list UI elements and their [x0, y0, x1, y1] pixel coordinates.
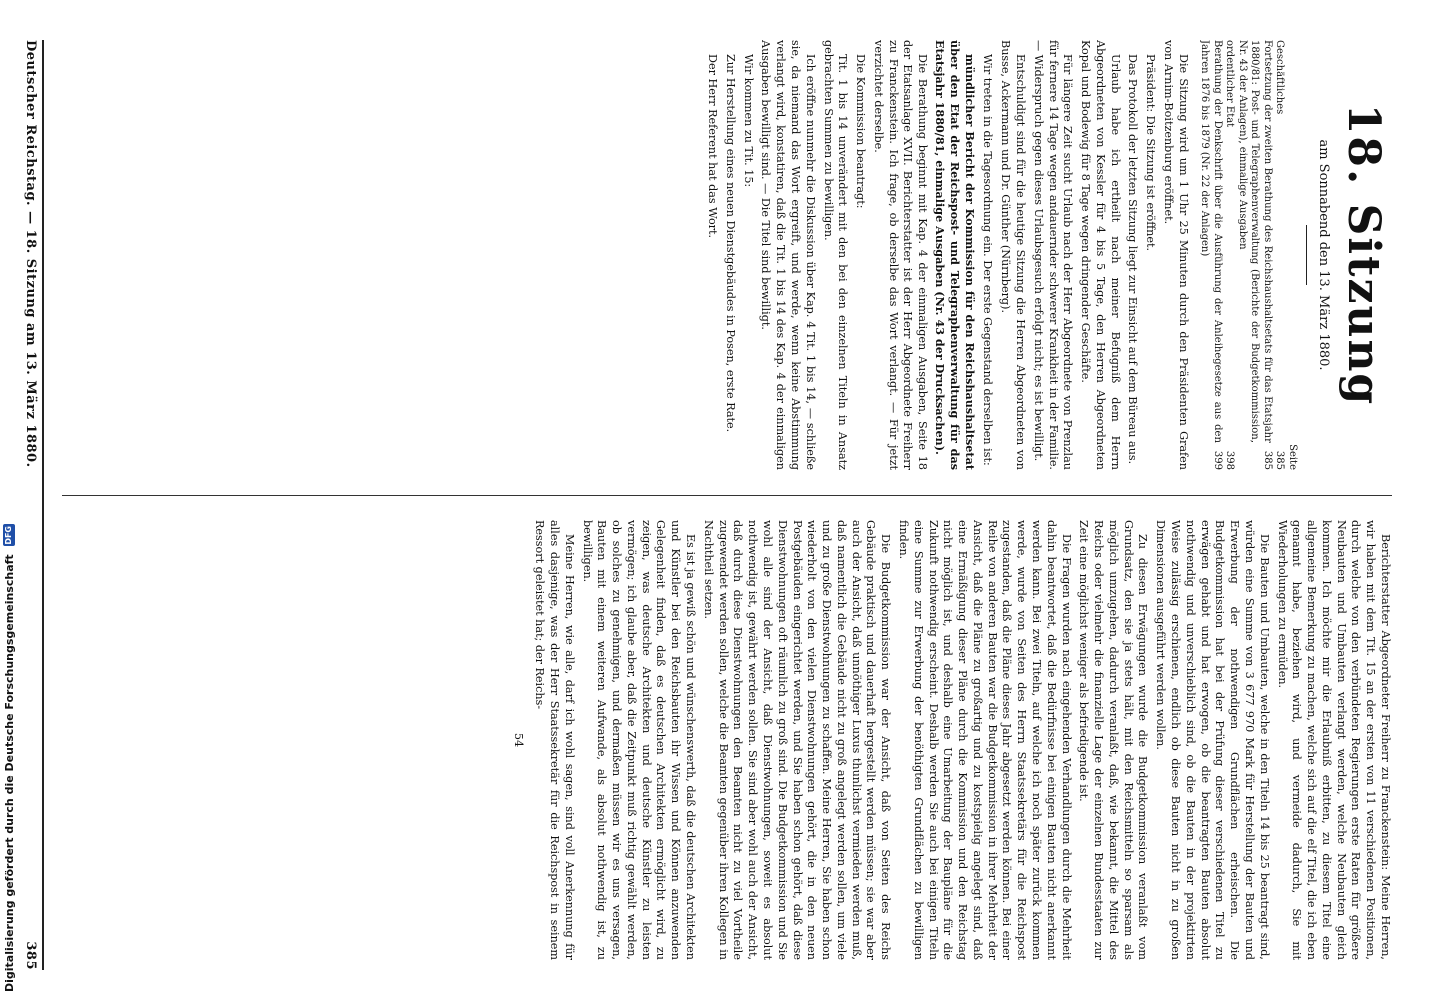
paragraph: Wir treten in die Tagesordnung ein. Der erste Gegenstand derselben ist:	[981, 54, 995, 466]
paragraph: Der Herr Referent hat das Wort.	[706, 54, 720, 239]
paragraph: Ich eröffne nunmehr die Diskussion über Kap. 4 Tit. 1 bis 14, — schließe sie, da niemand das Wort ergreift, und werde, wenn keine Abstimmung verlangt wird, konstatiren, daß die Tit. 1 bis 14 des Kap. 4 der einmaligen Ausgaben bewilligt sind. — Die Titel sind bewilligt.	[759, 40, 817, 470]
toc-entry	[1235, 40, 1273, 470]
paragraph: Die Fragen wurden nach eingehenden Verhandlungen durch die Mehrheit dahin beantwortet, daß die Bedürfnisse bei einigen Bauten nicht anerkannt werden kann. Bei zwei Titeln, auf welche ich noch später zurück kommen werde, wurde von Seiten des Herrn Staatssekretärs für die Reichspost zugestanden, daß die Pläne dieses Jahr abgesetzt werden können. Bei einer Reihe von anderen Bauten war die Budgetkommission in ihrer Mehrheit der Ansicht, daß die Pläne zu großartig und zu kostspielig angelegt sind, daß eine Ermäßigung dieser Pläne durch die Kommission und den Reichstag nicht möglich ist, und deshalb eine Umarbeitung der Baupläne für die Zukunft nothwendig erscheint. Deshalb werden Sie auch bei einigen Titeln eine Summe zur Erwerbung der benöthigten Grundflächen zu bewilligen finden.	[897, 520, 1073, 960]
toc-entry-text: Berathung der Denkschrift über die Ausführung der Anleihegesetze aus den Jahren 1876 bis 1879 (Nr. 22 der Anlagen)	[1199, 40, 1223, 443]
toc-entry-page: 399	[1211, 450, 1223, 470]
paragraph: Die Sitzung wird um 1 Uhr 25 Minuten durch den Präsidenten Grafen von Arnim-Boitzenburg eröffnet.	[1161, 40, 1190, 470]
paragraph: Das Protokoll der letzten Sitzung liegt zur Einsicht auf dem Büreau aus.	[1126, 54, 1140, 465]
toc-entry	[1198, 40, 1223, 470]
header-rule	[42, 40, 44, 970]
paragraph: Präsident: Die Sitzung ist eröffnet.	[1144, 54, 1158, 252]
session-divider	[1306, 225, 1307, 285]
toc-seite-label: Seite	[1286, 444, 1298, 470]
paragraph: Tit. 1 bis 14 unverändert mit den bei den einzelnen Titeln in Ansatz gebrachten Summen zu bewilligen.	[821, 40, 850, 470]
toc-list	[1198, 40, 1298, 470]
digitization-footer	[0, 0, 18, 1000]
paragraph: Zu diesen Erwägungen wurde die Budgetkommission veranlaßt vom Grundsatz, den sie ja stets hält, mit den Reichsmitteln so sparsam als möglich umzugehen, dadurch veranlaßt, daß, wie bekannt, die Mittel des Reichs oder vielmehr die finanzielle Lage der einzelnen Bundesstaaten zur Zeit eine möglichst weniger als befriedigende ist.	[1077, 520, 1150, 960]
toc-entry-text: ordentlicher Etat	[1224, 40, 1236, 128]
paragraph: Die Kommission beantragt:	[854, 54, 868, 209]
right-column	[62, 40, 1392, 470]
paragraph: Urlaub habe ich ertheilt nach meiner Befugniß dem Herrn Abgeordneten von Kessler für 4 bis 5 Tage, den Herren Abgeordneten Kopal und Bodewig für 8 Tage wegen dringender Geschäfte.	[1079, 40, 1122, 470]
toc-entry	[1223, 40, 1236, 470]
dfg-logo: DFG	[4, 526, 13, 545]
paragraph: Zur Herstellung eines neuen Dienstgebäudes in Posen, erste Rate.	[723, 54, 737, 433]
paragraph: mündlicher Bericht der Kommission für den Reichshaushaltsetat über den Etat der Reichspost- und Telegraphenverwaltung für das Etatsjahr 1880/81, einmalige Ausgaben (Nr. 43 der Drucksachen).	[933, 40, 977, 470]
toc-entry	[1273, 40, 1286, 470]
signature-mark: 54	[512, 732, 526, 748]
paragraph: Die Berathung beginnt mit Kap. 4 der einmaligen Ausgaben, Seite 18 der Etatsanlage XVII. Berichterstatter ist der Herr Abgeordnete Freiherr zu Franckenstein. Ich frage, ob derselbe das Wort verlangt. — Für jetzt verzichtet derselbe.	[871, 40, 930, 470]
session-title: 18. Sitzung	[1338, 103, 1389, 407]
paragraph: Für längere Zeit sucht Urlaub nach der Herr Abgeordnete von Prenzlau für fernere 14 Tage wegen andauernder schwerer Krankheit in der Familie. — Widerspruch gegen dieses Urlaubsgesuch erfolgt nicht; es ist bewilligt.	[1031, 40, 1075, 470]
paragraph: Berichterstatter Abgeordneter Freiherr zu Franckenstein: Meine Herren, wir haben mit dem Tit. 15 an der ersten von 11 verschiedenen Positionen, durch welche von den verbündeten Regierungen erste Raten für größere Neubauten und Umbauten verlangt werden, welche Neubauten gleich kommen. Ich möchte mir die Erlaubniß erbitten, zu diesem Titel eine allgemeine Bemerkung zu machen, welche sich auf die elf Titel, die ich eben genannt habe, beziehen wird, und vermeide dadurch, Sie mit Wiederholungen zu ermüden.	[1275, 520, 1392, 960]
paragraph: Wir kommen zu Tit. 15:	[741, 54, 755, 188]
paragraph: Entschuldigt sind für die heutige Sitzung die Herren Abgeordneten von Busse, Ackermann und Dr. Günther (Nürnberg).	[999, 40, 1027, 470]
toc-entry-text: Fortsetzung der zweiten Berathung des Reichshaushaltsetats für das Etatsjahr 1880/81: Post- und Telegraphenverwaltung (Berichte der Budgetkommission, Nr. 43 der Anlagen), einmalige Ausgaben	[1236, 40, 1273, 443]
digitization-note: Digitalisierung gefördert durch die Deutsche Forschungsgemeinschaft	[2, 554, 16, 992]
session-date: am Sonnabend den 13. März 1880.	[1315, 139, 1331, 371]
paragraph: Es ist ja gewiß schön und wünschenswerth, daß die deutschen Architekten und Künstler bei den Reichsbauten ihr Wissen und Können anzuwenden Gelegenheit finden, daß es deutschen Architekten ermöglicht wird, zu zeigen, was deutsche Architekten und deutsche Künstler zu leisten vermögen; ich glaube aber, daß die Zeitpunkt muß richtig gewählt werden, ob solches zu genehmigen, und dermaßen müssen wir es uns versagen, Bauten mit einem weiteren Aufwande, als absolut nothwendig ist, zu bewilligen.	[580, 520, 698, 960]
header-running-title: Deutscher Reichstag. — 18. Sitzung am 13. März 1880.	[23, 40, 38, 468]
paragraph: Die Bauten und Umbauten, welche in den Titeln 14 bis 25 beantragt sind, würden eine Summe von 3 677 970 Mark für Herstellung der Bauten und Erwerbung der nothwendigen Grundflächen erheischen. Die Budgetkommission hat bei der Prüfung dieser verschiedenen Titel zu erwägen gehabt und hat erwogen, ob die beantragten Bauten absolut nothwendig und unverschieblich sind, ob die Bauten in der projektirten Weise zulässig erschienen, endlich ob diese Bauten nicht in zu großen Dimensionen ausgeführt werden wollen.	[1154, 520, 1271, 960]
header-page-number: 385	[23, 941, 38, 970]
toc-entry-page: 385	[1261, 450, 1273, 470]
toc-entry-text: Geschäftliches	[1274, 40, 1286, 115]
left-column	[62, 520, 1392, 960]
paragraph: Meine Herren, wie alle, darf ich wohl sagen, sind voll Anerkennung für alles dasjenige, was der Herr Staatssekretär für die Reichspost in seinem Ressort geleistet hat; der Reichs-	[533, 520, 576, 960]
paragraph: Die Budgetkommission war der Ansicht, daß von Seiten des Reichs Gebäude praktisch und dauerhaft hergestellt werden müssen; sie war aber auch der Ansicht, daß unnöthiger Luxus thunlichst vermieden werden muß, daß namentlich die Gebäude nicht zu groß angelegt werden sollen, um viele und zu große Dienstwohnungen zu schaffen. Meine Herren, Sie haben schon wiederholt von den vielen Dienstwohnungen gehört, die in den neuen Postgebäuden eingerichtet werden, und Sie haben schon gehört, daß diese Dienstwohnungen oft räumlich zu groß sind. Die Budgetkommission und Sie wohl alle sind der Ansicht, daß Dienstwohnungen, soweit es absolut nothwendig ist, gewährt werden sollen. Sie sind aber wohl auch der Ansicht, daß durch diese Dienstwohnungen den Beamten nicht zu viel Vortheile zugewendet werden sollen, welche die Beamten gegenüber ihren Kollegen in Nachtheil setzen.	[701, 520, 893, 960]
column-rule	[62, 495, 1392, 496]
toc-entry-page: 385	[1274, 450, 1286, 470]
toc-entry-page: 398	[1224, 450, 1236, 470]
session-heading	[1306, 40, 1392, 470]
